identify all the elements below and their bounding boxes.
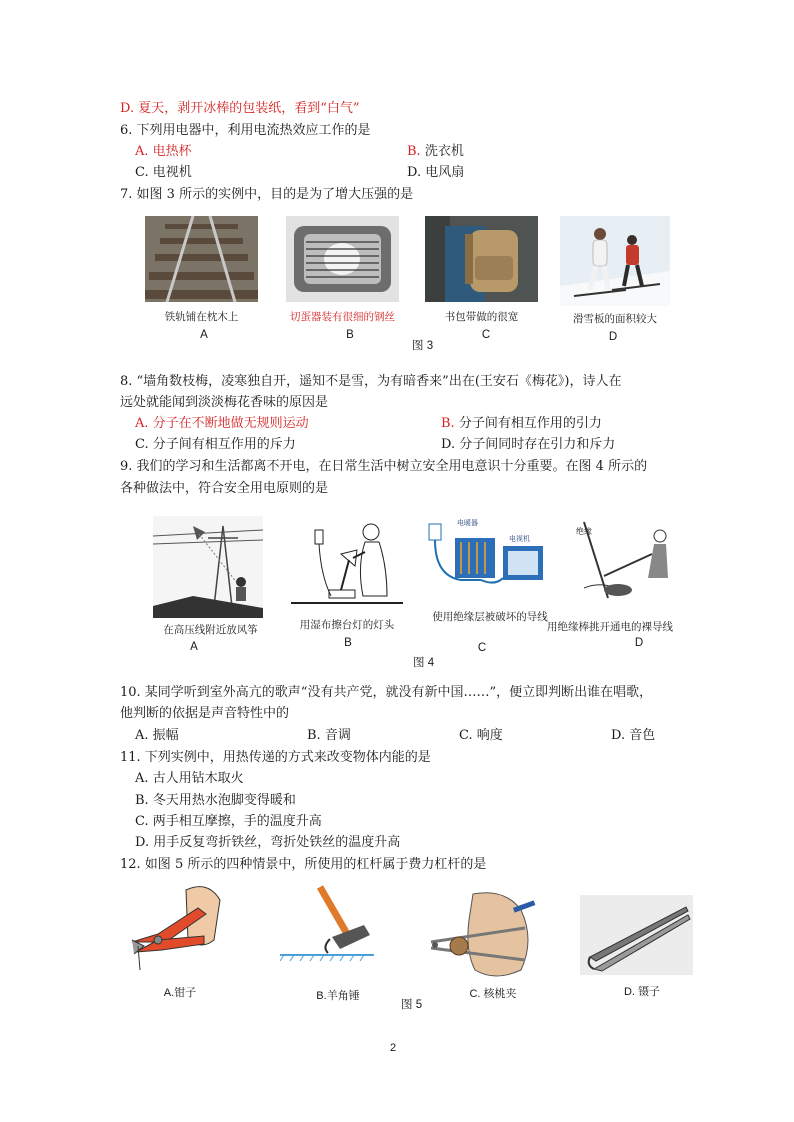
q9-letter-b: B: [344, 637, 352, 649]
q7-caption-b: 切蛋器装有很细的钢丝: [290, 311, 395, 323]
q6-stem: 6. 下列用电器中，利用电流热效应工作的是: [120, 123, 371, 138]
q11-stem: 11. 下列实例中，用热传递的方式来改变物体内能的是: [120, 750, 431, 765]
q10-option-b: B. 音调: [307, 728, 351, 743]
q12-caption-b: B.羊角锤: [316, 990, 360, 1002]
q7-stem: 7. 如图 3 所示的实例中，目的是为了增大压强的是: [120, 187, 414, 202]
q12-image-d: [580, 895, 693, 975]
q7-image-c: [425, 216, 538, 302]
q9-image-c: [421, 516, 551, 604]
q12-stem: 12. 如图 5 所示的四种情景中，所使用的杠杆属于费力杠杆的是: [120, 857, 487, 872]
q8-option-d: D. 分子间同时存在引力和斥力: [441, 437, 616, 452]
q9-caption-c: 使用绝缘层被破坏的导线: [432, 611, 548, 623]
q9-stem-line2: 各种做法中，符合安全用电原则的是: [120, 481, 329, 496]
q10-stem-line2: 他判断的依据是声音特性中的: [120, 706, 290, 721]
q8-stem-line1: 8. “墙角数枝梅，凌寒独自开，遥知不是雪，为有暗香来”出在(王安石《梅花》)，诗人在: [120, 374, 622, 389]
q12-image-b: [280, 883, 374, 963]
q10-stem-line1: 10. 某同学听到室外高亢的歌声“没有共产党，就没有新中国……”，便立即判断出谁在唱歌，: [120, 685, 653, 700]
q12-caption-c: C. 核桃夹: [469, 988, 517, 1000]
q12-image-a: [128, 880, 228, 975]
q8-option-b: B. 分子间有相互作用的引力: [441, 416, 602, 431]
q11-option-d: D. 用手反复弯折铁丝，弯折处铁丝的温度升高: [135, 835, 401, 850]
q7-caption-d: 滑雪板的面积较大: [573, 313, 657, 325]
q7-letter-d: D: [608, 331, 618, 343]
q7-image-d: [560, 216, 670, 306]
q11-option-b: B. 冬天用热水泡脚变得暖和: [135, 793, 296, 808]
figure-5-label: 图 5: [401, 999, 423, 1011]
q9-label-heater: 电暖器: [457, 519, 478, 527]
q9-caption-b: 用湿布擦台灯的灯头: [299, 619, 395, 631]
q9-letter-c: C: [477, 642, 487, 654]
q5-option-d: D. 夏天，剥开冰棒的包装纸，看到“白气”: [120, 101, 360, 116]
q9-image-a: [153, 516, 263, 618]
q12-caption-d: D. 镊子: [623, 986, 661, 998]
q7-letter-c: C: [481, 329, 491, 341]
q8-option-a: A. 分子在不断地做无规则运动: [135, 416, 309, 431]
q6-option-a: A. 电热杯: [135, 144, 192, 159]
q10-option-c: C. 响度: [459, 728, 503, 743]
q9-image-b: [291, 516, 403, 612]
q9-label-tv: 电视机: [509, 535, 530, 543]
q7-image-b: [286, 216, 399, 302]
q7-caption-a: 铁轨铺在枕木上: [164, 311, 239, 323]
q6-option-b: B. 洗衣机: [407, 144, 464, 159]
q10-option-d: D. 音色: [611, 728, 656, 743]
figure-4-label: 图 4: [413, 657, 435, 669]
page-number: 2: [390, 1042, 397, 1054]
q9-stem-line1: 9. 我们的学习和生活都离不开电，在日常生活中树立安全用电意识十分重要。在图 4 所示的: [120, 459, 648, 474]
q6-option-c: C. 电视机: [135, 165, 192, 180]
q8-stem-line2: 远处就能闻到淡淡梅花香味的原因是: [120, 395, 329, 410]
q9-letter-a: A: [190, 641, 198, 653]
q7-image-a: [145, 216, 258, 302]
q9-letter-d: D: [634, 637, 644, 649]
q7-letter-a: A: [200, 329, 208, 341]
q7-caption-c: 书包带做的很宽: [444, 311, 519, 323]
q11-option-a: A. 古人用钻木取火: [135, 771, 244, 786]
q10-option-a: A. 振幅: [135, 728, 179, 743]
q9-label-insulated: 绝缘: [576, 527, 592, 536]
q12-image-c: [425, 890, 545, 980]
q6-option-d: D. 电风扇: [407, 165, 465, 180]
q12-caption-a: A.钳子: [163, 987, 197, 999]
q11-option-c: C. 两手相互摩擦，手的温度升高: [135, 814, 322, 829]
figure-3-label: 图 3: [412, 340, 434, 352]
q9-image-d: [574, 518, 681, 608]
q9-caption-d: 用绝缘棒挑开通电的裸导线: [547, 621, 673, 633]
q7-letter-b: B: [346, 329, 354, 341]
q9-caption-a: 在高压线附近放风筝: [163, 624, 258, 636]
q8-option-c: C. 分子间有相互作用的斥力: [135, 437, 296, 452]
